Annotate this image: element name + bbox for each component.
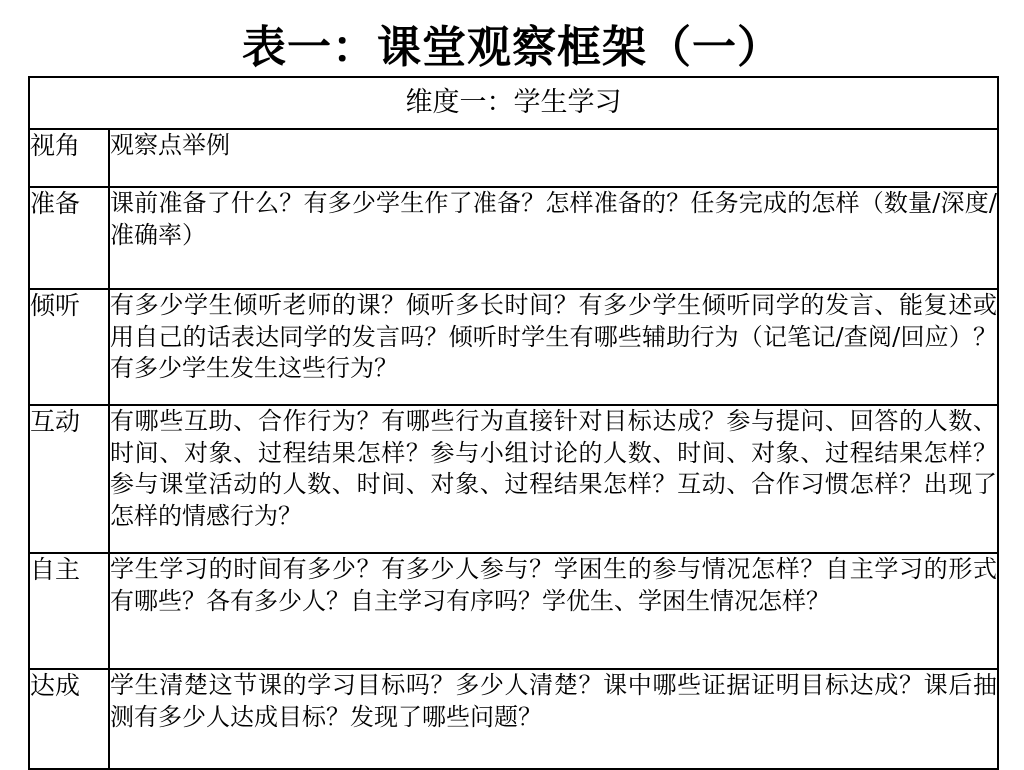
page-title: 表一：课堂观察框架（一） [242,22,782,73]
row-points-listening: 有多少学生倾听老师的课？倾听多长时间？有多少学生倾听同学的发言、能复述或用自己的话表达同学的发言吗？倾听时学生有哪些辅助行为（记笔记/查阅/回应）？有多少学生发生这些行为？ [109,289,998,405]
table-row [29,187,998,289]
row-points-achievement: 学生清楚这节课的学习目标吗？多少人清楚？课中哪些证据证明目标达成？课后抽测有多少人达成目标？发现了哪些问题？ [109,669,998,769]
table-row [29,669,998,769]
row-perspective-interaction: 互动 [29,405,109,553]
dimension-row [29,77,998,129]
dimension-title: 维度一：学生学习 [29,77,998,129]
table-header-row [29,129,998,187]
observation-framework-table [28,76,999,770]
row-points-autonomy: 学生学习的时间有多少？有多少人参与？学困生的参与情况怎样？自主学习的形式有哪些？各有多少人？自主学习有序吗？学优生、学困生情况怎样？ [109,553,998,669]
row-points-preparation: 课前准备了什么？有多少学生作了准备？怎样准备的？任务完成的怎样（数量/深度/准确率） [109,187,998,289]
row-perspective-autonomy: 自主 [29,553,109,669]
header-examples: 观察点举例 [109,129,998,187]
row-perspective-listening: 倾听 [29,289,109,405]
header-perspective: 视角 [29,129,109,187]
row-perspective-preparation: 准备 [29,187,109,289]
table-row [29,405,998,553]
row-perspective-achievement: 达成 [29,669,109,769]
table-row [29,289,998,405]
table-row [29,553,998,669]
row-points-interaction: 有哪些互助、合作行为？有哪些行为直接针对目标达成？参与提问、回答的人数、时间、对象、过程结果怎样？参与小组讨论的人数、时间、对象、过程结果怎样？参与课堂活动的人数、时间、对象、过程结果怎样？互动、合作习惯怎样？出现了怎样的情感行为？ [109,405,998,553]
